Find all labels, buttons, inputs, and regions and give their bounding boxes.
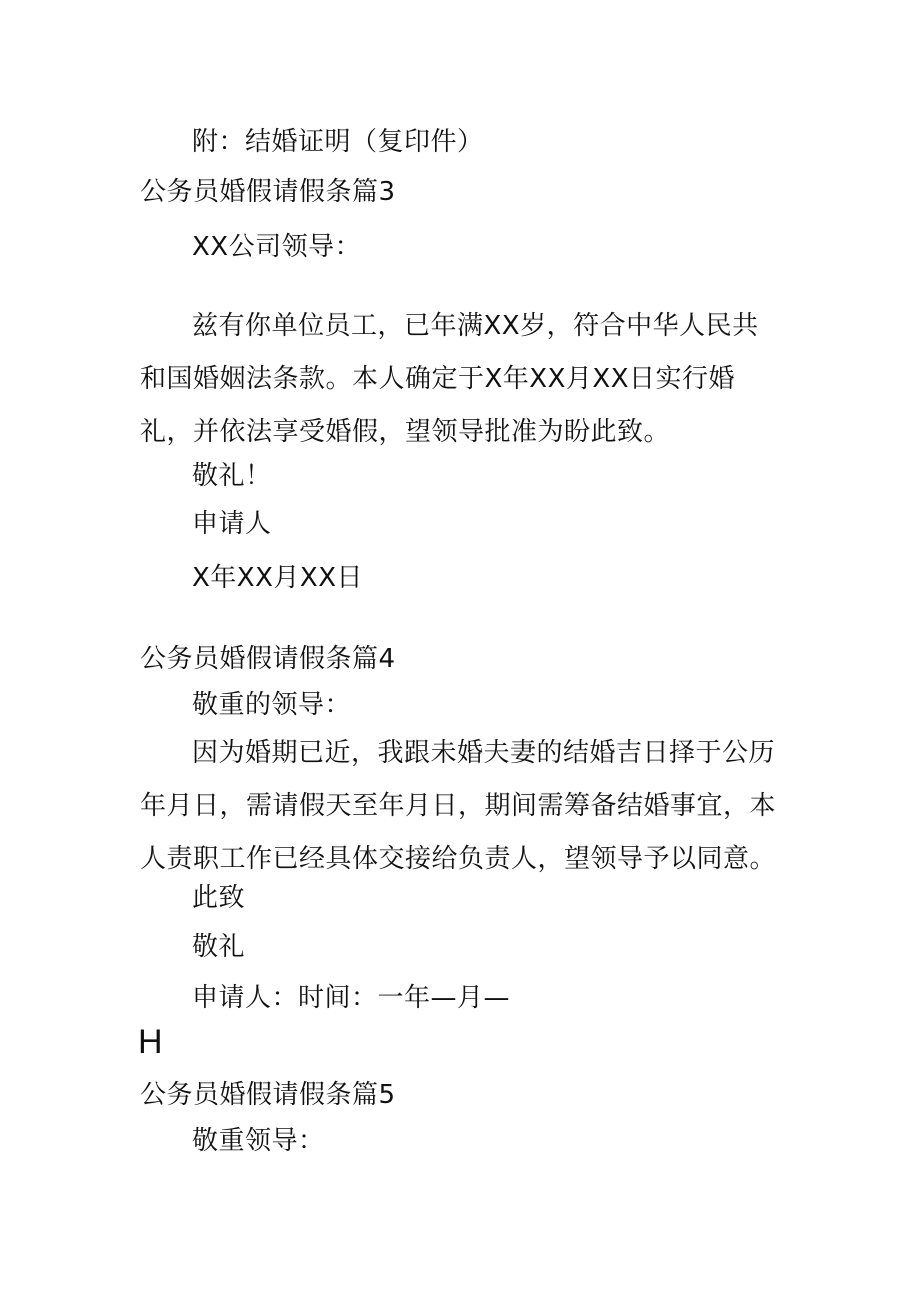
section4-closing-1: 此致 bbox=[192, 883, 246, 913]
section4-closing-2: 敬礼 bbox=[192, 932, 246, 962]
section3-date: X年XX月XX日 bbox=[192, 563, 364, 593]
section4-salutation: 敬重的领导： bbox=[192, 690, 352, 720]
section5-heading: 公务员婚假请假条篇5 bbox=[140, 1080, 396, 1110]
section4-heading: 公务员婚假请假条篇4 bbox=[140, 644, 396, 674]
section3-closing: 敬礼！ bbox=[192, 461, 272, 491]
section3-applicant: 申请人 bbox=[192, 509, 272, 539]
section5-salutation: 敬重领导： bbox=[192, 1126, 325, 1156]
section3-salutation: XX公司领导： bbox=[192, 232, 362, 262]
section3-heading: 公务员婚假请假条篇3 bbox=[140, 177, 396, 207]
attachment-note: 附：结婚证明（复印件） bbox=[192, 127, 484, 157]
stray-mark: H bbox=[138, 1023, 163, 1061]
section3-body: 兹有你单位员工，已年满XX岁，符合中华人民共和国婚姻法条款。本人确定于X年XX月XX日实行婚礼，并依法享受婚假，望领导批准为盼此致。 bbox=[140, 311, 759, 447]
section4-body: 因为婚期已近，我跟未婚夫妻的结婚吉日择于公历年月日，需请假天至年月日，期间需筹备结婚事宜，本人责职工作已经具体交接给负责人，望领导予以同意。 bbox=[140, 738, 777, 874]
section4-applicant-line: 申请人：时间：一年—月— bbox=[192, 983, 511, 1013]
